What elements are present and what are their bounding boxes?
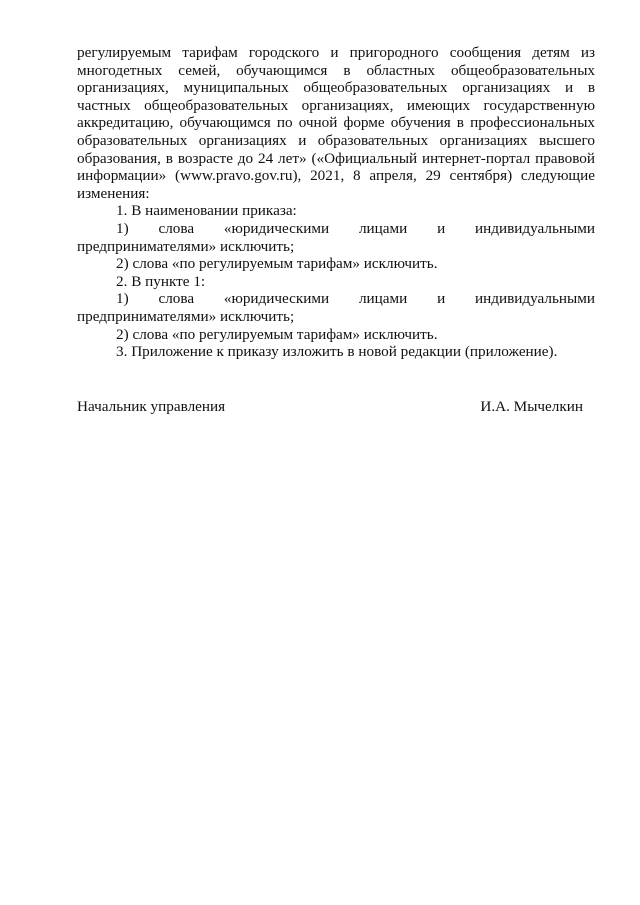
paragraph-item-2-2: 2) слова «по регулируемым тарифам» исключить. xyxy=(116,325,438,343)
document-body xyxy=(77,44,595,361)
paragraph-item-1: 1. В наименовании приказа: xyxy=(116,202,297,220)
signature-position: Начальник управления xyxy=(77,398,226,415)
paragraph-item-1-1: 1) слова «юридическими лицами и индивидуальными предпринимателями» исключить; xyxy=(77,219,595,255)
paragraph-intro: регулируемым тарифам городского и пригородного сообщения детям из многодетных семей, обучающимся в областных общеобразовательных организациях, муниципальных общеобразовательных организациях и в частных общеобразовательных организациях, имеющих государственную аккредитацию, обучающимся по очной форме обучения в профессиональных образовательных организациях и образовательных организациях высшего образования, в возрасте до 24 лет» («Официальный интернет-портал правовой информации» (www.pravo.gov.ru), 2021, 8 апреля, 29 сентября) следующие изменения: xyxy=(77,44,595,202)
paragraph-item-2-1: 1) слова «юридическими лицами и индивидуальными предпринимателями» исключить; xyxy=(77,290,595,325)
signature-block xyxy=(77,398,583,416)
paragraph-item-1-2: 2) слова «по регулируемым тарифам» исключить. xyxy=(116,255,438,273)
signature-name: И.А. Мычелкин xyxy=(480,398,583,415)
paragraph-item-2: 2. В пункте 1: xyxy=(116,272,206,290)
paragraph-item-3: 3. Приложение к приказу изложить в новой редакции (приложение). xyxy=(116,343,558,361)
